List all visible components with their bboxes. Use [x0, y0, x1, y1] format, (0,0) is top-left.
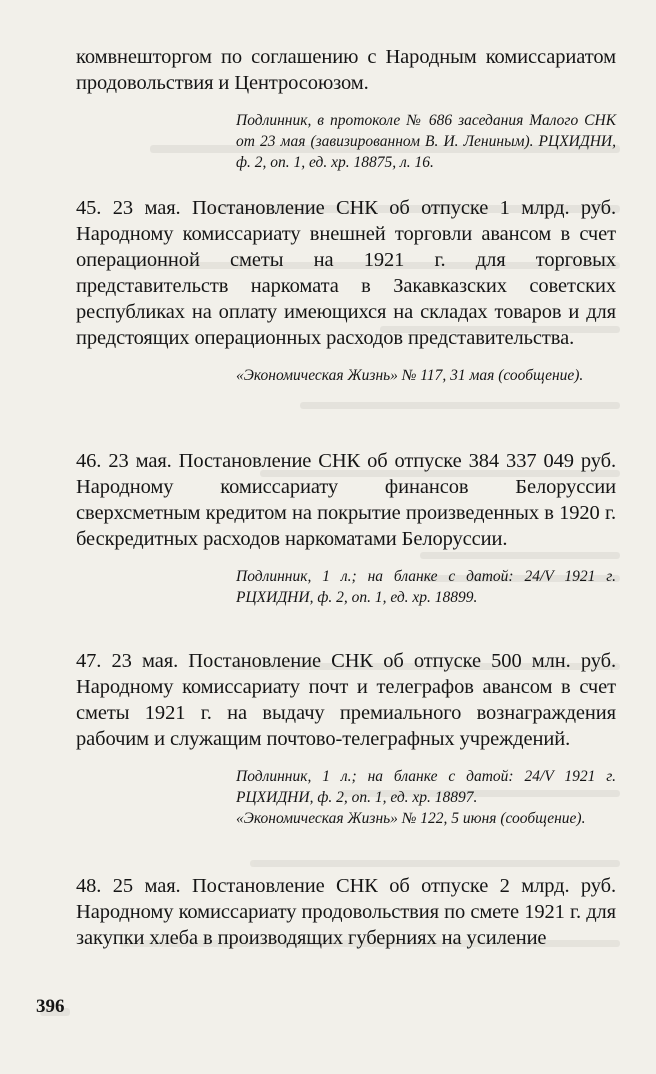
entry-source-note: «Экономическая Жизнь» № 122, 5 июня (сообщение).: [236, 810, 586, 827]
entry-number: 47.: [76, 650, 102, 672]
entry-45: [76, 195, 616, 386]
entry-text: [76, 648, 616, 752]
entry-text: [76, 873, 616, 951]
entry-48: [76, 873, 616, 951]
intro-paragraph: комвнешторгом по соглашению с Народным комиссариатом продовольствия и Центросоюзом.: [76, 46, 616, 94]
entry-source-note: Подлинник, 1 л.; на бланке с датой: 24/V 1921 г. РЦХИДНИ, ф. 2, оп. 1, ед. хр. 18897.: [236, 768, 616, 806]
entry-number: 46.: [76, 450, 102, 472]
entry-body: 23 мая. Постановление СНК об отпуске 384 337 049 руб. Народному комиссариату финансов Белоруссии сверхсметным кредитом на покрытие произведенных в 1920 г. бескредитных расходов наркоматами Белоруссии.: [76, 450, 617, 550]
entry-body: 23 мая. Постановление СНК об отпуске 500 млн. руб. Народному комиссариату почт и телеграфов авансом в счет сметы 1921 г. на выдачу премиального вознаграждения рабочим и служащим почтово-телеграфных учреждений.: [76, 650, 616, 750]
page-number: 396: [36, 996, 65, 1017]
entry-source-note: Подлинник, 1 л.; на бланке с датой: 24/V 1921 г. РЦХИДНИ, ф. 2, оп. 1, ед. хр. 18899.: [236, 568, 616, 606]
intro-source-note: Подлинник, в протоколе № 686 заседания Малого СНК от 23 мая (завизированном В. И. Лениным). РЦХИДНИ, ф. 2, оп. 1, ед. хр. 18875, л. 16.: [236, 112, 616, 171]
entry-text: [76, 195, 616, 351]
entry-body: 23 мая. Постановление СНК об отпуске 1 млрд. руб. Народному комиссариату внешней торговли авансом в счет операционной сметы на 1921 г. для торговых представительств наркомата в Закавказских советских республиках на оплату имеющихся на складах товаров и для предстоящих операционных расходов представительства.: [76, 197, 617, 349]
entry-source-note: «Экономическая Жизнь» № 117, 31 мая (сообщение).: [236, 367, 584, 384]
entry-number: 48.: [76, 875, 102, 897]
entry-46: [76, 448, 616, 608]
entry-text: [76, 448, 616, 552]
entry-body: 25 мая. Постановление СНК об отпуске 2 млрд. руб. Народному комиссариату продовольствия по смете 1921 г. для закупки хлеба в производящих губерниях на усиление: [76, 875, 617, 949]
entry-number: 45.: [76, 197, 102, 219]
page-body: [76, 44, 616, 951]
entry-47: [76, 648, 616, 829]
